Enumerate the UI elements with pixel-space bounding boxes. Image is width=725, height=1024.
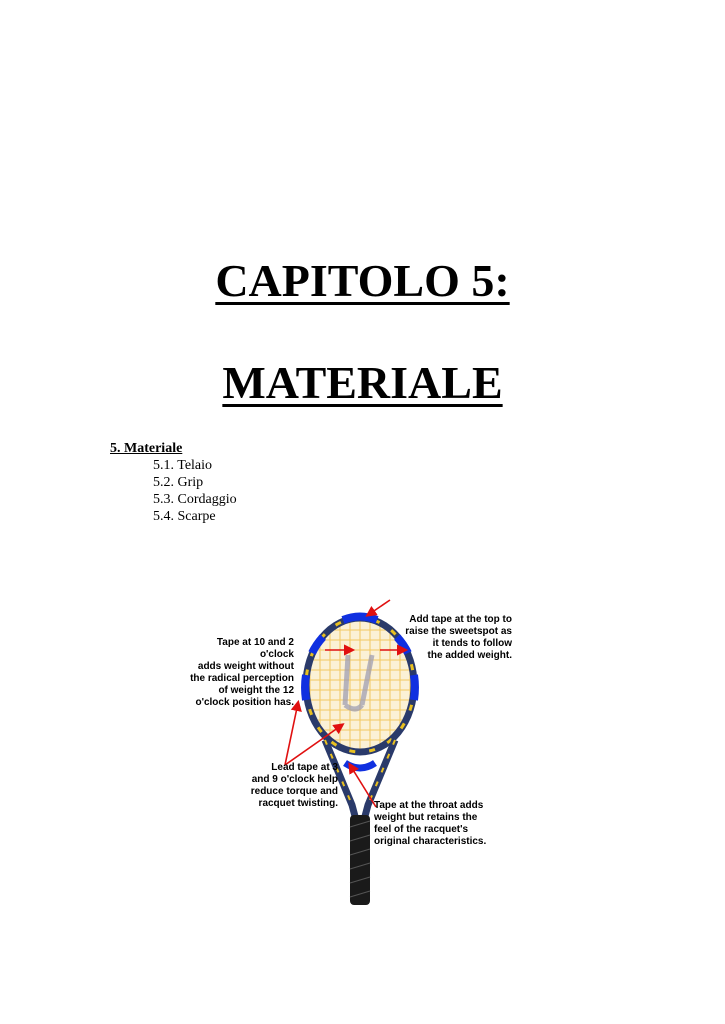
note-throat-tape: Tape at the throat adds weight but retains the feel of the racquet's original characteristics. bbox=[374, 800, 487, 847]
toc-item-cordaggio: 5.3. Cordaggio bbox=[153, 492, 237, 507]
note-3-9-oclock: Lead tape at 3 and 9 o'clock help reduce torque and racquet twisting. bbox=[250, 762, 338, 809]
note-top-tape: Add tape at the top to raise the sweetspot as it tends to follow the added weight. bbox=[405, 614, 512, 661]
tape-top bbox=[343, 617, 377, 620]
toc-item-grip: 5.2. Grip bbox=[153, 475, 204, 490]
toc-heading: 5. Materiale bbox=[110, 441, 183, 456]
table-of-contents bbox=[110, 440, 237, 525]
note-10-2-oclock: Tape at 10 and 2 o'clock adds weight without the radical perception of weight the 12 o'clock position has. bbox=[190, 637, 294, 708]
toc-item-telaio: 5.1. Telaio bbox=[153, 458, 213, 473]
tape-9-oclock bbox=[305, 675, 306, 700]
chapter-title: CAPITOLO 5: bbox=[215, 255, 510, 306]
toc-item-scarpe: 5.4. Scarpe bbox=[153, 509, 216, 524]
chapter-subtitle: MATERIALE bbox=[222, 357, 503, 408]
tape-3-oclock bbox=[414, 675, 415, 700]
racquet-figure bbox=[180, 595, 520, 915]
